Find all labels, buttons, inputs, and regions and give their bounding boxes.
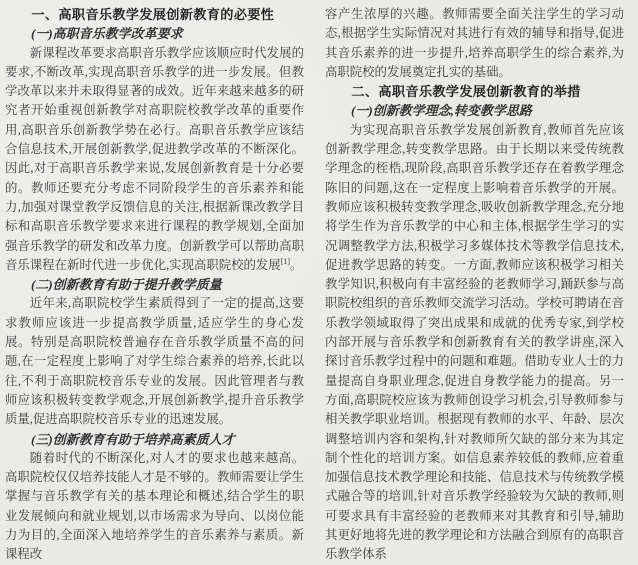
subsection-1-2-heading: (二)创新教育有助于提升教学质量 xyxy=(31,277,222,293)
section-1-heading: 一、高职音乐教学发展创新教育的必要性 xyxy=(31,7,275,22)
section-2-heading: 二、高职音乐教学发展创新教育的举措 xyxy=(351,84,581,100)
text-column-right xyxy=(325,5,624,562)
body-paragraph xyxy=(5,44,304,276)
subsection-1-3-heading: (三)创新教育有助于培养高素质人才 xyxy=(31,431,235,447)
paragraph-text: 新课程改革要求高职音乐教学应该顺应时代发展的要求,不断改革,实现高职音乐教学的进一步发展。但教学改革以来并未取得显著的成效。近年来越来越多的研究者开始重视创新教学对高职院校教学改革的重要作用,高职音乐创新教学势在必行。高职音乐教学应该结合信息技术,开展创新教学,促进教学改革的不断深化。因此,对于高职音乐教学来说,发展创新教育是十分必要的。教师还要充分考虑不同阶段学生的音乐素养和能力,加强对课堂教学反馈信息的关注,根据新课改教学目标和高职音乐教学要求来进行课程的教学规划,全面加强音乐教学的研发和改革力度。创新教学可以帮助高职音乐课程在新时代进一步优化,实现高职院校的发展 xyxy=(5,45,304,272)
body-paragraph: 近年来,高职院校学生素质得到了一定的提高,这要求教师应该进一步提高教学质量,适应学生的身心发展。特别是高职院校普遍存在音乐教学质量不高的问题,在一定程度上影响了对学生综合素养的培养,长此以往,不利于高职院校音乐专业的发展。因此管理者与教师应该积极转变教学观念,开展创新教学,提升音乐教学质量,促进高职院校音乐专业的迅速发展。 xyxy=(5,296,304,427)
body-paragraph-continuation: 容产生浓厚的兴趣。教师需要全面关注学生的学习动态,根据学生实际情况对其进行有效的辅导和指导,促进其音乐素养的进一步提升,培养高职学生的综合素养,为高职院校的发展奠定扎实的基础。 xyxy=(325,7,624,79)
body-paragraph: 为实现高职音乐教学发展创新教育,教师首先应该创新教学理念,转变教学思路。由于长期以来受传统教学理念的桎梏,现阶段,高职音乐教学还存在着教学理念陈旧的问题,这在一定程度上影响着音乐教学的开展。教师应该积极转变教学理念,吸收创新教学理念,充分地将学生作为音乐教学的中心和主体,根据学生学习的实况调整教学方法,积极学习多媒体技术等教学信息技术,促进教学思路的转变。一方面,教师应该积极学习相关教学知识,积极向有丰富经验的老教师学习,踊跃参与高职院校组织的音乐教师交流学习活动。学校可聘请在音乐教学领域取得了突出成果和成就的优秀专家,到学校内部开展与音乐教学和创新教育有关的教学讲座,深入探讨音乐教学过程中的问题和难题。借助专业人士的力量提高自身职业理念,促进自身教学能力的提高。另一方面,高职院校应该为教师创设学习机会,引导教师参与相关教学职业培训。根据现有教师的水平、年龄、层次调整培训内容和架构,针对教师所欠缺的部分来为其定制个性化的培训方案。如信息素养较低的教师,应着重加强信息技术教学理论和技能、信息技术与传统教学模式融合等的培训,针对音乐教学经验较为欠缺的教师,则可要求具有丰富经验的老教师来对其教育和引导,辅助其更好地将先进的教学理论和方法融合到原有的高职音乐教学体系 xyxy=(325,122,624,562)
footnote-marker: [1] xyxy=(280,256,291,266)
body-paragraph: 随着时代的不断深化,对人才的要求也越来越高。高职院校仅仅培养技能人才是不够的。教师需要让学生掌握与音乐教学有关的基本理论和概述,结合学生的职业发展倾向和就业规划,以市场需求为导向、以岗位能力为目的,全面深入地培养学生的音乐素养与素质。新课程改 xyxy=(5,450,304,562)
paragraph-text: 。 xyxy=(290,257,303,272)
subsection-1-1-heading: (一)高职音乐教学改革要求 xyxy=(31,26,183,42)
text-column-left xyxy=(5,5,304,562)
subsection-2-1-heading: (一)创新教学理念,转变教学思路 xyxy=(351,103,532,119)
